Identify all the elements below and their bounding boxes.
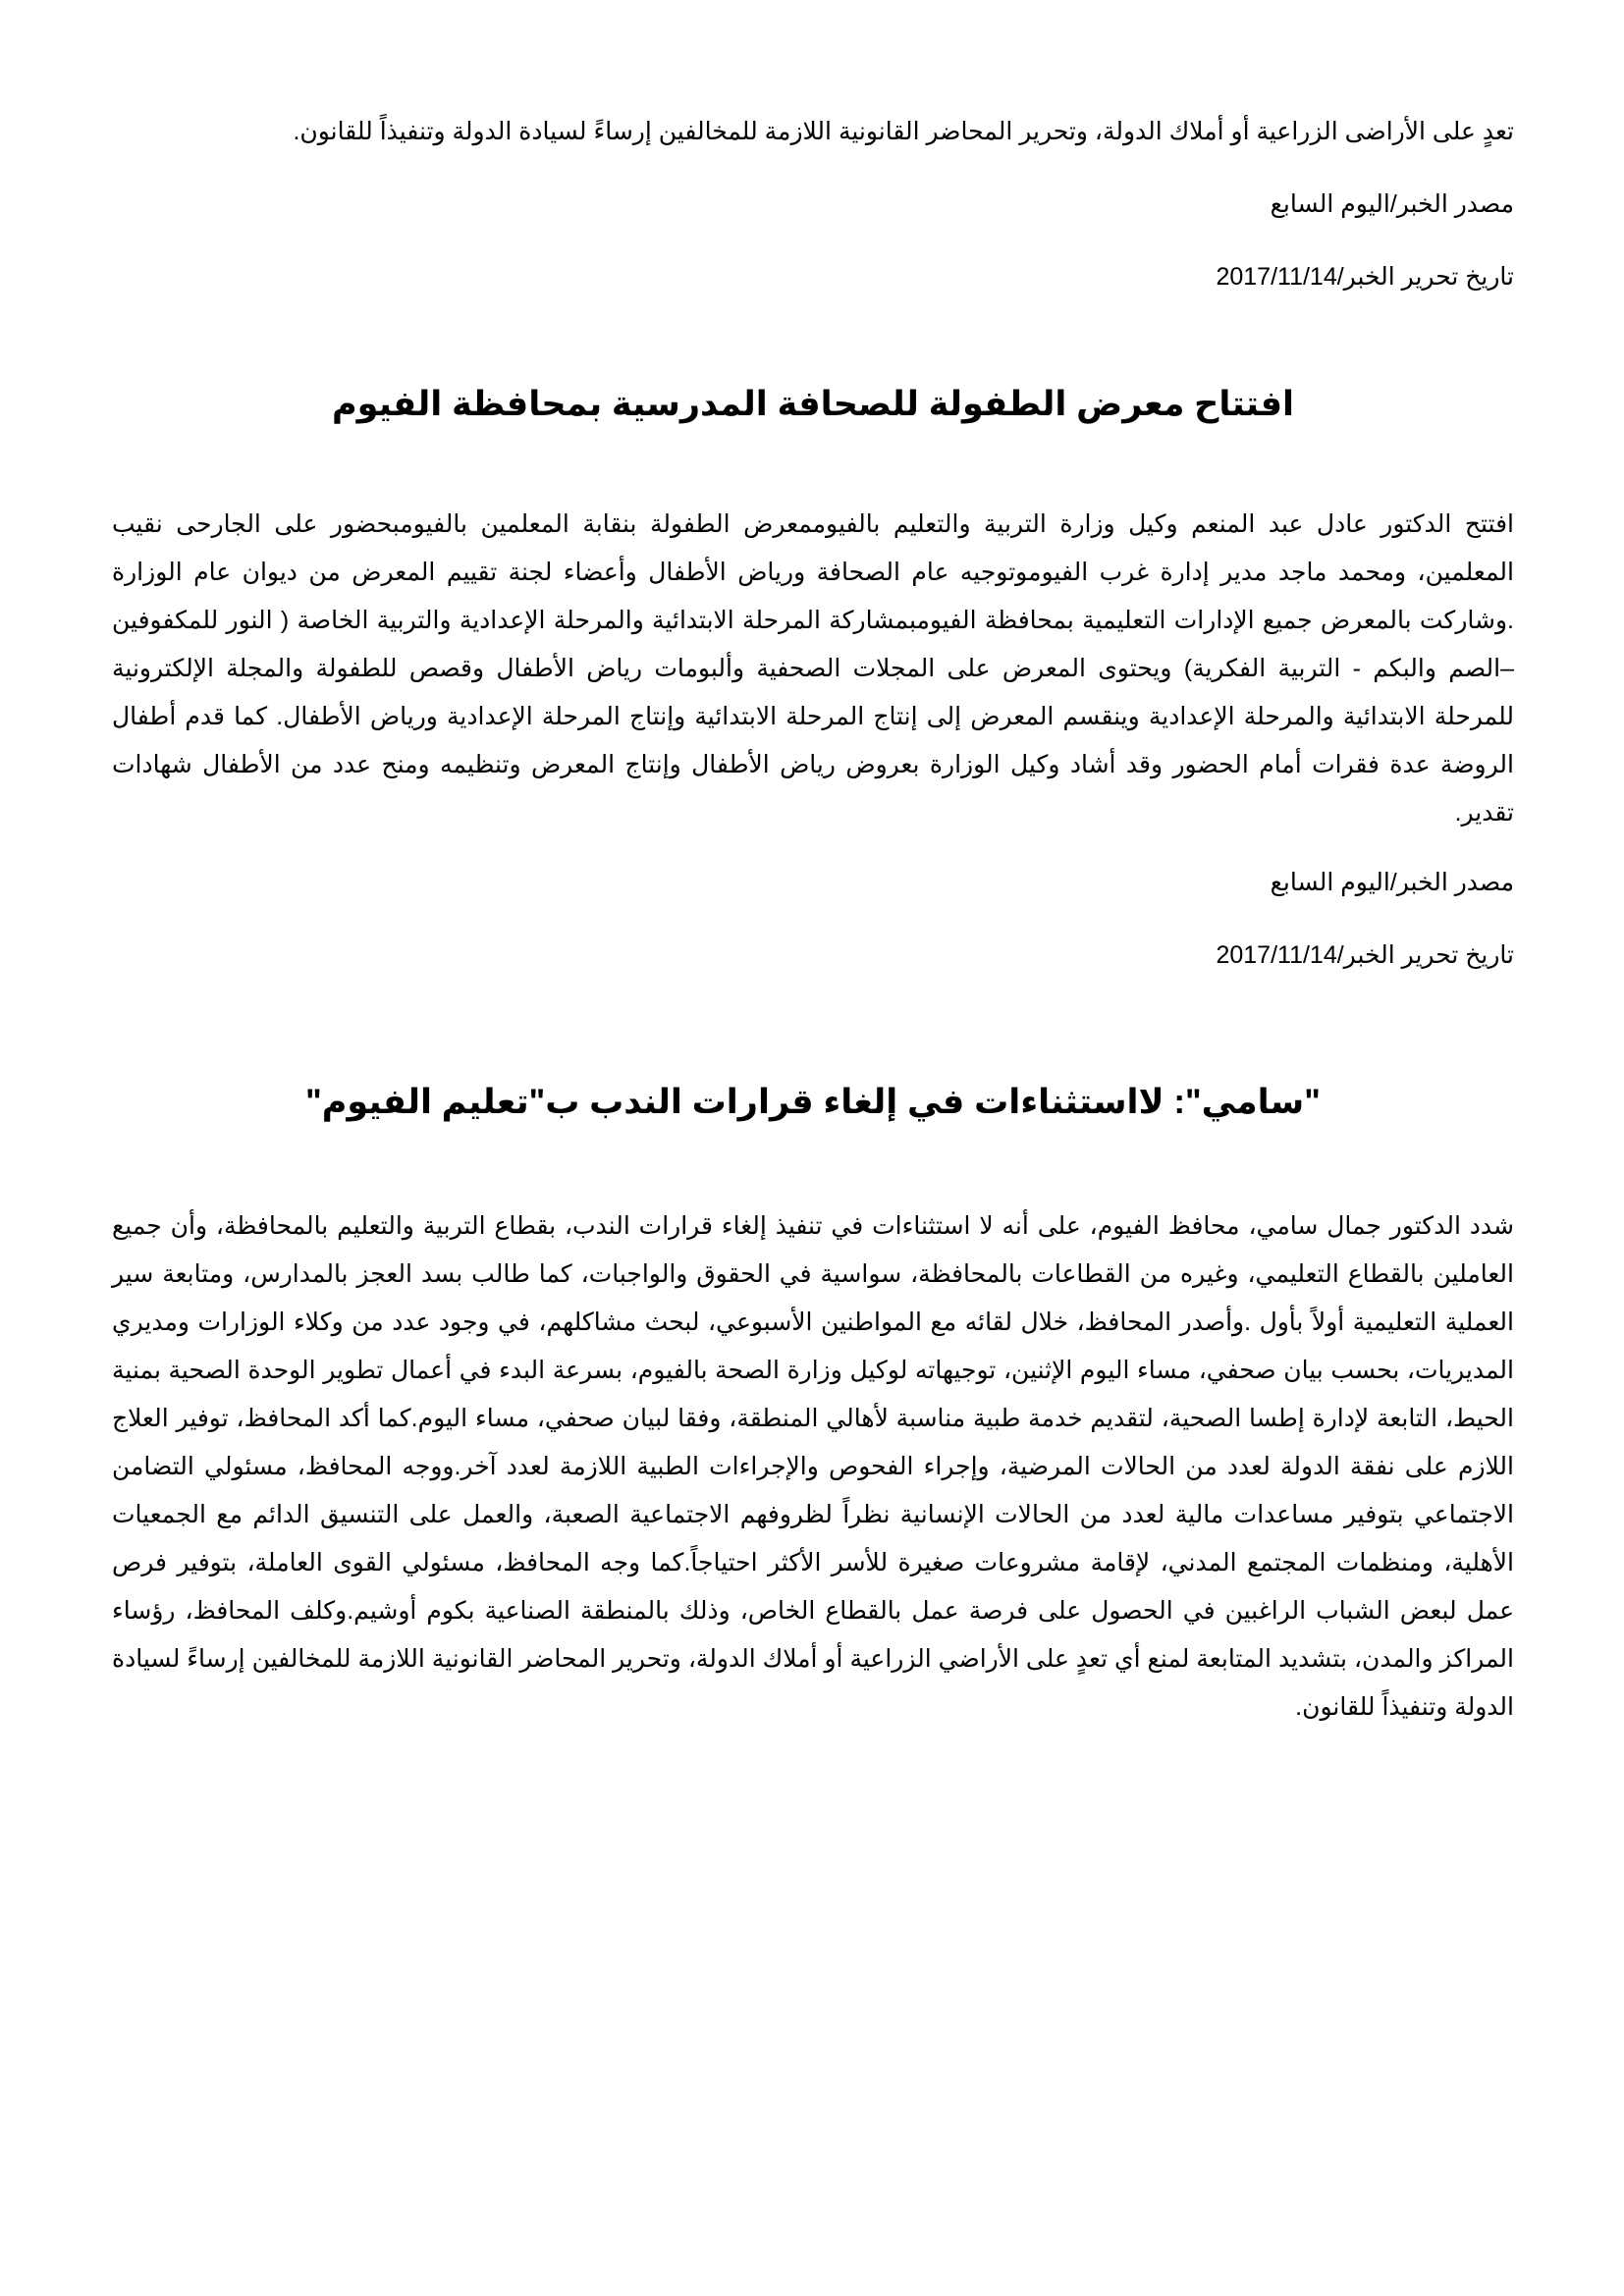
document-page — [112, 108, 1514, 1732]
intro-source: مصدر الخبر/اليوم السابع — [1270, 190, 1514, 218]
article1-body: افتتح الدكتور عادل عبد المنعم وكيل وزارة التربية والتعليم بالفيوممعرض الطفولة بنقابة المعلمين بالفيومبحضور على الجارحى نقيب المعلمين، ومحمد ماجد مدير إدارة غرب الفيوموتوجيه عام الصحافة ورياض الأطفال وأعضاء لجنة تقييم المعرض من ديوان عام الوزارة .وشاركت بالمعرض جميع الإدارات التعليمية بمحافظة الفيومبمشاركة المرحلة الابتدائية والمرحلة الإعدادية والتربية الخاصة ( النور للمكفوفين –الصم والبكم - التربية الفكرية) ويحتوى المعرض على المجلات الصحفية وألبومات رياض الأطفال وقصص للطفولة والمجلة الإلكترونية للمرحلة الابتدائية والمرحلة الإعدادية وينقسم المعرض إلى إنتاج المرحلة الابتدائية وإنتاج المرحلة الإعدادية ورياض الأطفال. كما قدم أطفال الروضة عدة فقرات أمام الحضور وقد أشاد وكيل الوزارة بعروض رياض الأطفال وإنتاج المعرض وتنظيمه ومنح عدد من الأطفال شهادات تقدير. — [112, 510, 1514, 827]
intro-paragraph: تعدٍ على الأراضى الزراعية أو أملاك الدولة، وتحرير المحاضر القانونية اللازمة للمخالفين إرساءً لسيادة الدولة وتنفيذاً للقانون. — [293, 118, 1514, 145]
article2-title: "سامي": لااستثناءات في إلغاء قرارات الندب ب"تعليم الفيوم" — [305, 1083, 1321, 1121]
article1-title: افتتاح معرض الطفولة للصحافة المدرسية بمحافظة الفيوم — [332, 385, 1294, 423]
article2-body: شدد الدكتور جمال سامي، محافظ الفيوم، على أنه لا استثناءات في تنفيذ إلغاء قرارات الندب، بقطاع التربية والتعليم بالمحافظة، وأن جميع العاملين بالقطاع التعليمي، وغيره من القطاعات بالمحافظة، سواسية في الحقوق والواجبات، كما طالب بسد العجز بالمدارس، ومتابعة سير العملية التعليمية أولاً بأول .وأصدر المحافظ، خلال لقائه مع المواطنين الأسبوعي، لبحث مشاكلهم، في وجود عدد من وكلاء الوزارات ومديري المديريات، بحسب بيان صحفي، مساء اليوم الإثنين، توجيهاته لوكيل وزارة الصحة بالفيوم، بسرعة البدء في أعمال تطوير الوحدة الصحية بمنية الحيط، التابعة لإدارة إطسا الصحية، لتقديم خدمة طبية مناسبة لأهالي المنطقة، وفقا لبيان صحفي، مساء اليوم.كما أكد المحافظ، توفير العلاج اللازم على نفقة الدولة لعدد من الحالات المرضية، وإجراء الفحوص والإجراءات الطبية اللازمة لعدد آخر.ووجه المحافظ، مسئولي التضامن الاجتماعي بتوفير مساعدات مالية لعدد من الحالات الإنسانية نظراً لظروفهم الاجتماعية الصعبة، والعمل على التنسيق الدائم مع الجمعيات الأهلية، ومنظمات المجتمع المدني، لإقامة مشروعات صغيرة للأسر الأكثر احتياجاً.كما وجه المحافظ، مسئولي القوى العاملة، بتوفير فرص عمل لبعض الشباب الراغبين في الحصول على فرصة عمل بالقطاع الخاص، وذلك بالمنطقة الصناعية بكوم أوشيم.وكلف المحافظ، رؤساء المراكز والمدن، بتشديد المتابعة لمنع أي تعدٍ على الأراضي الزراعية أو أملاك الدولة، وتحرير المحاضر القانونية اللازمة للمخالفين إرساءً لسيادة الدولة وتنفيذاً للقانون. — [112, 1212, 1514, 1721]
article1-source: مصدر الخبر/اليوم السابع — [1270, 869, 1514, 896]
article1-date: تاريخ تحرير الخبر/2017/11/14 — [1216, 941, 1514, 969]
intro-date: تاريخ تحرير الخبر/2017/11/14 — [1216, 263, 1514, 291]
